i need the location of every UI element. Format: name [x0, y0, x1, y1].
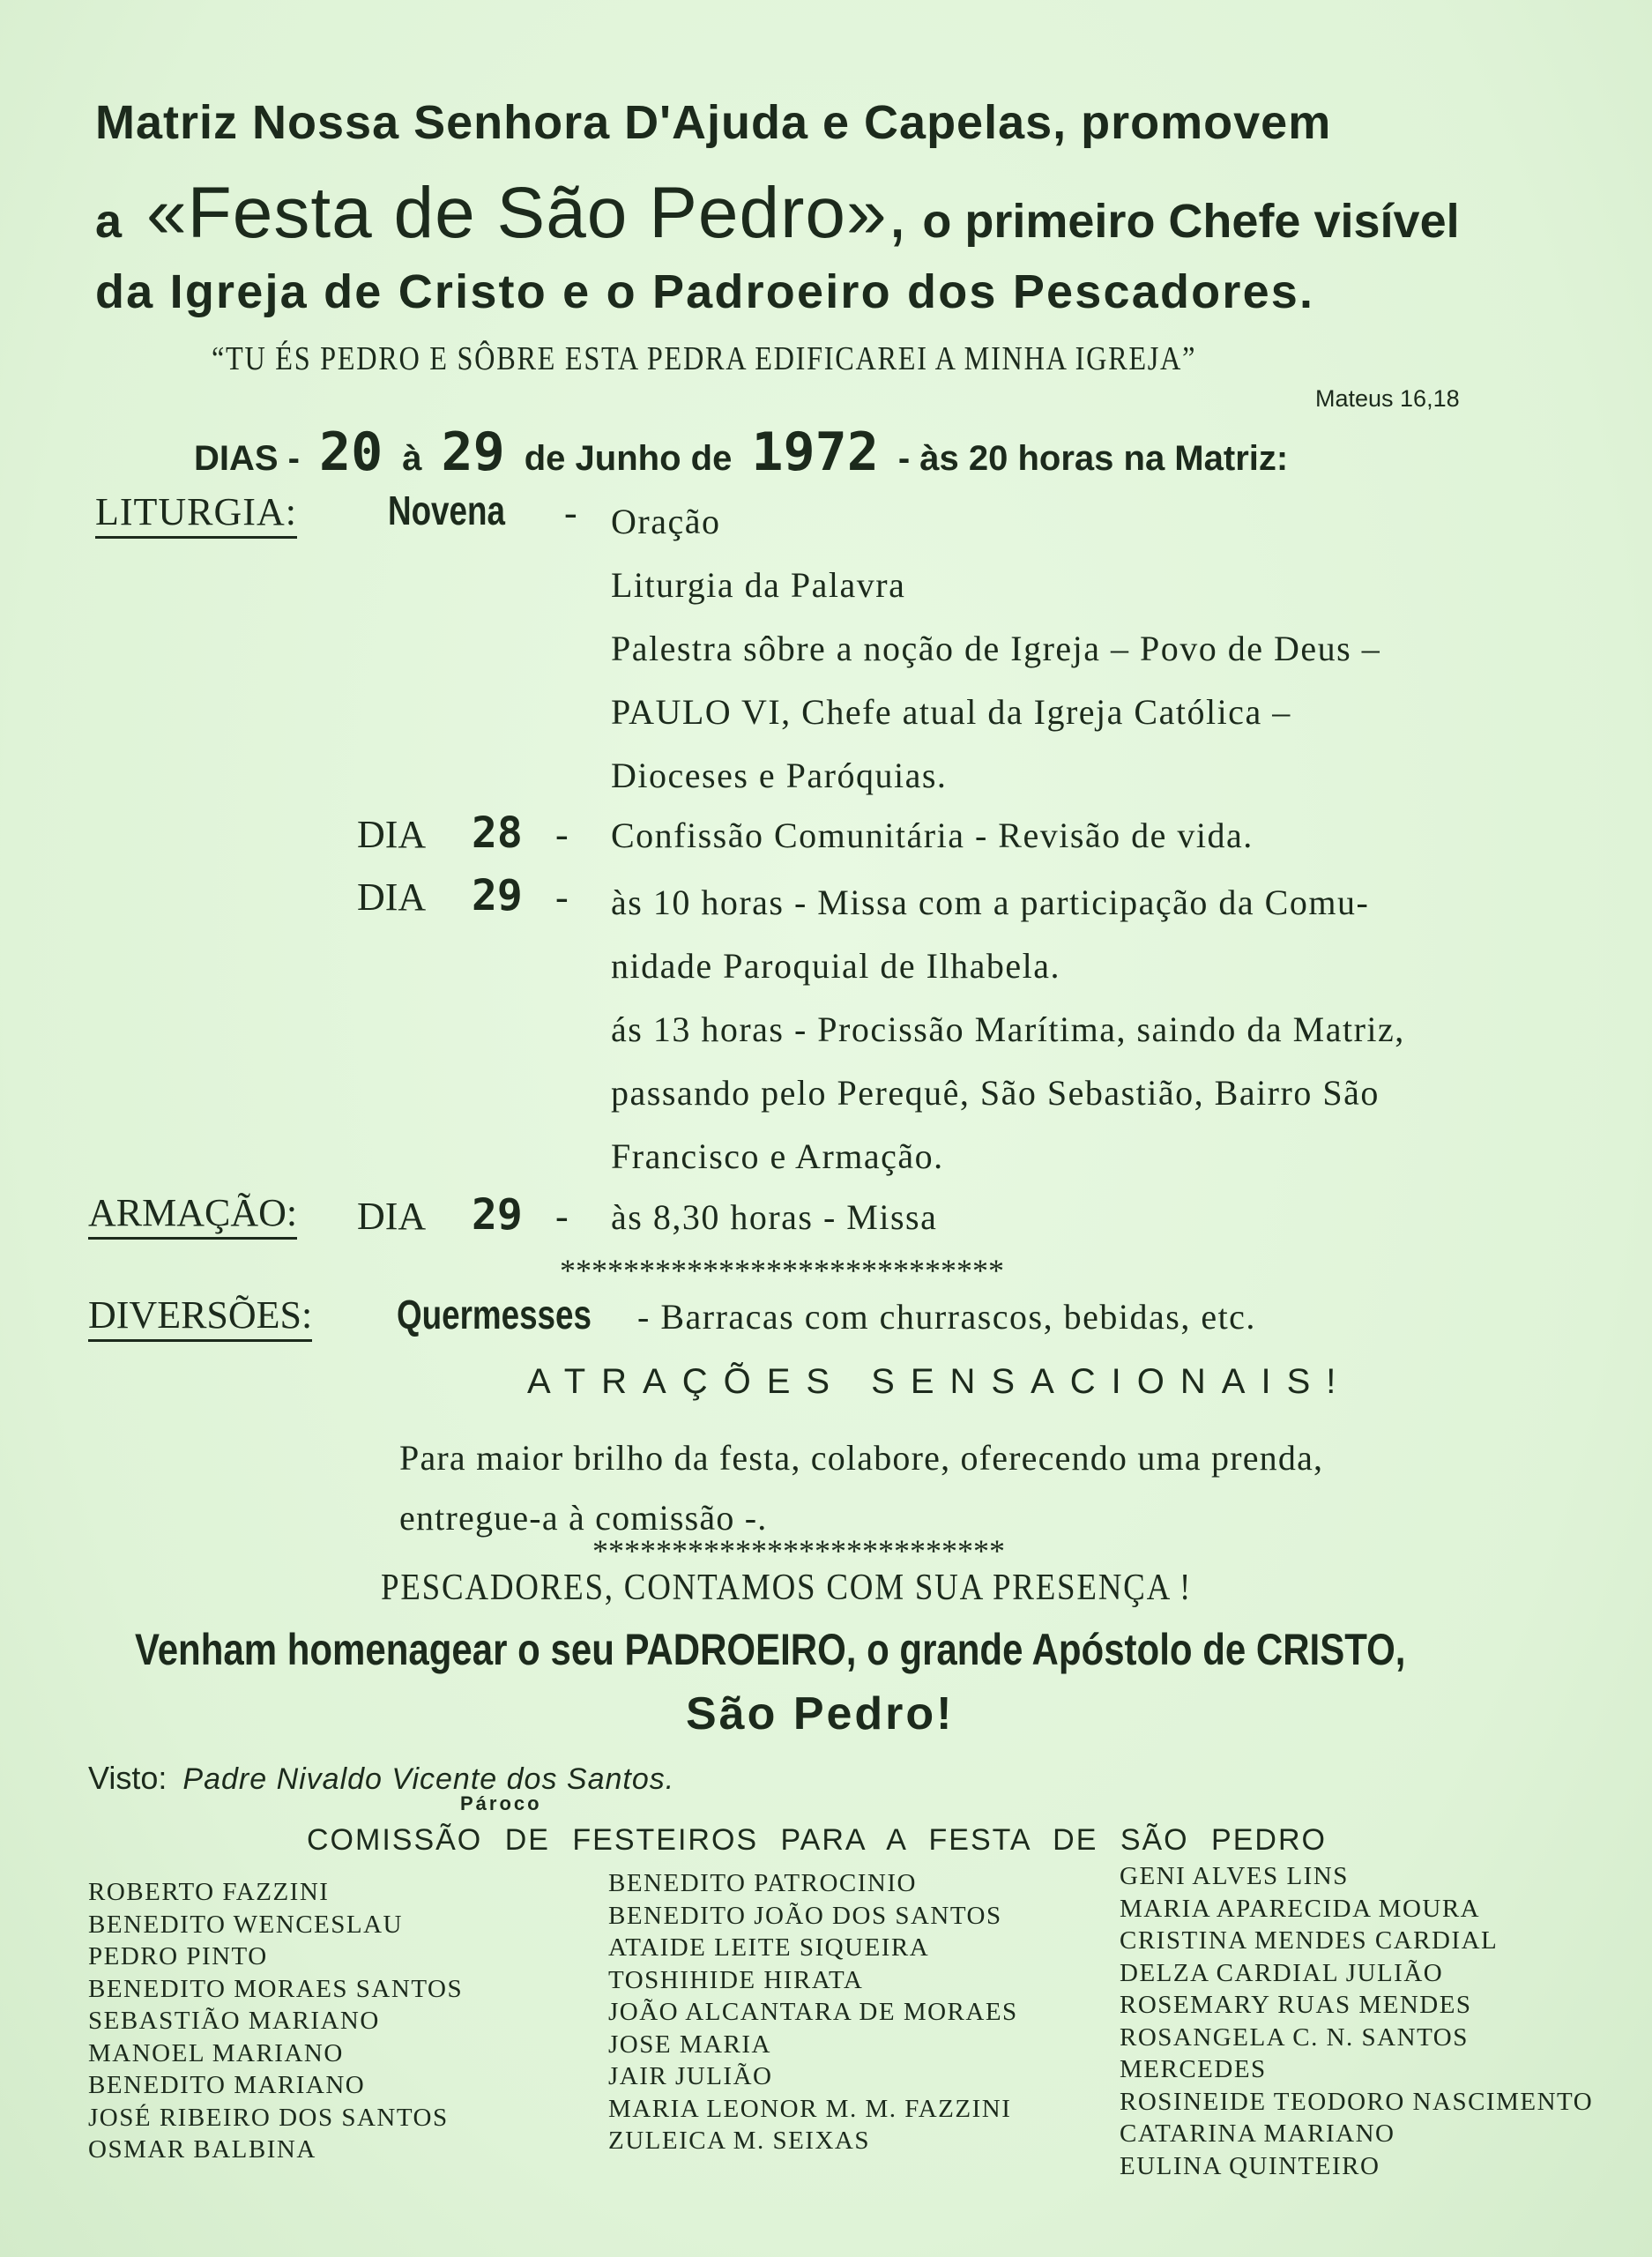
- bible-quote: “TU ÉS PEDRO E SÔBRE ESTA PEDRA EDIFICAREI A MINHA IGREJA”: [212, 340, 1197, 377]
- comissao-title: COMISSÃO DE FESTEIROS PARA A FESTA DE SÃO PEDRO: [307, 1823, 1327, 1857]
- comissao-column-3: [1120, 1860, 1593, 2182]
- novena-item: Liturgia da Palavra: [611, 565, 906, 605]
- armacao-label: ARMAÇÃO:: [88, 1190, 297, 1240]
- novena-dash: -: [564, 491, 577, 534]
- festeiro-name: SEBASTIÃO MARIANO: [88, 2007, 380, 2035]
- header-b: o primeiro Chefe visível: [922, 195, 1460, 248]
- festeiro-name: ZULEICA M. SEIXAS: [608, 2127, 870, 2155]
- festeiro-name: JAIR JULIÃO: [608, 2062, 773, 2090]
- festeiro-name: ROSANGELA C. N. SANTOS: [1120, 2022, 1469, 2052]
- festeiro-name: GENI ALVES LINS: [1120, 1862, 1349, 1890]
- festeiro-name: BENEDITO WENCESLAU: [88, 1910, 403, 1939]
- festeiro-name: JOSÉ RIBEIRO DOS SANTOS: [88, 2103, 449, 2132]
- festeiro-name: EULINA QUINTEIRO: [1120, 2151, 1380, 2180]
- stars-divider-1: ****************************: [560, 1253, 1004, 1288]
- visto-signature: Padre Nivaldo Vicente dos Santos.: [182, 1762, 675, 1796]
- novena-items: [611, 490, 1380, 808]
- festeiro-name: ROSINEIDE TEODORO NASCIMENTO: [1120, 2087, 1594, 2116]
- dia-28-row: DIA 28 - Confissão Comunitária - Revisão de vida.: [357, 808, 1254, 858]
- header-a: a: [95, 195, 123, 248]
- venham-line: Venham homenagear o seu PADROEIRO, o grande Apóstolo de CRISTO,: [135, 1625, 1406, 1674]
- festeiro-name: BENEDITO MORAES SANTOS: [88, 1974, 464, 2003]
- festeiro-name: JOÃO ALCANTARA DE MORAES: [608, 1998, 1018, 2026]
- dia-29-item: nidade Paroquial de Ilhabela.: [611, 946, 1060, 986]
- novena-label: Novena: [388, 488, 505, 533]
- paroco-label: Pároco: [460, 1792, 542, 1814]
- novena-item: PAULO VI, Chefe atual da Igreja Católica –: [611, 692, 1291, 732]
- comissao-column-1: [88, 1876, 463, 2166]
- festeiro-name: ROBERTO FAZZINI: [88, 1878, 330, 1906]
- liturgia-label: LITURGIA:: [95, 489, 297, 539]
- festeiro-name: MARIA LEONOR M. M. FAZZINI: [608, 2094, 1012, 2123]
- festeiro-name: OSMAR BALBINA: [88, 2135, 316, 2164]
- diversoes-text: - Barracas com churrascos, bebidas, etc.: [637, 1297, 1256, 1337]
- novena-item: Palestra sôbre a noção de Igreja – Povo de Deus –: [611, 629, 1381, 668]
- festeiro-name: CATARINA MARIANO: [1120, 2119, 1395, 2148]
- festeiro-name: MARIA APARECIDA MOURA: [1120, 1894, 1481, 1923]
- atracoes-heading: ATRAÇÕES SENSACIONAIS!: [527, 1362, 1352, 1401]
- dia-29-items: [611, 871, 1405, 1188]
- novena-item: Dioceses e Paróquias.: [611, 756, 948, 795]
- festeiro-name: BENEDITO PATROCINIO: [608, 1869, 917, 1897]
- novena-item: Oração: [611, 502, 721, 541]
- quote-reference: Mateus 16,18: [1315, 385, 1460, 412]
- prenda-text: Para maior brilho da festa, colabore, oferecendo uma prenda, entregue-a à comissão -.: [399, 1438, 1324, 1538]
- festa-title: «Festa de São Pedro»,: [146, 173, 909, 253]
- dia-29-row: DIA 29 -: [357, 871, 569, 920]
- festeiro-name: PEDRO PINTO: [88, 1942, 268, 1970]
- header-line-3: da Igreja de Cristo e o Padroeiro dos Pescadores.: [95, 265, 1315, 318]
- quermesses-label: Quermesses: [397, 1292, 592, 1337]
- festeiro-name: CRISTINA MENDES CARDIAL: [1120, 1926, 1499, 1955]
- festeiro-name: MERCEDES: [1120, 2055, 1267, 2083]
- dia-29-item: Francisco e Armação.: [611, 1136, 944, 1176]
- festeiro-name: BENEDITO MARIANO: [88, 2071, 366, 2099]
- dia-29-item: passando pelo Perequê, São Sebastião, Bairro São: [611, 1073, 1380, 1113]
- festeiro-name: ATAIDE LEITE SIQUEIRA: [608, 1933, 930, 1962]
- festeiro-name: TOSHIHIDE HIRATA: [608, 1965, 864, 1994]
- sao-pedro-line: São Pedro!: [686, 1688, 955, 1739]
- armacao-row: DIA 29 - às 8,30 horas - Missa: [357, 1190, 938, 1240]
- pescadores-line: PESCADORES, CONTAMOS COM SUA PRESENÇA !: [381, 1568, 1193, 1608]
- year: 1972: [751, 421, 879, 483]
- festeiro-name: BENEDITO JOÃO DOS SANTOS: [608, 1901, 1002, 1930]
- dia-29-item: às 10 horas - Missa com a participação da Comu-: [611, 883, 1370, 922]
- comissao-column-2: [608, 1867, 1018, 2157]
- diversoes-label: DIVERSÕES:: [88, 1292, 312, 1342]
- dia-29-item: ás 13 horas - Procissão Marítima, saindo da Matriz,: [611, 1009, 1405, 1049]
- festeiro-name: DELZA CARDIAL JULIÃO: [1120, 1958, 1444, 1987]
- visto-line: Visto: Padre Nivaldo Vicente dos Santos.: [88, 1760, 675, 1796]
- stars-divider-2: **************************: [592, 1533, 1005, 1568]
- day-from: 20: [319, 421, 383, 483]
- festeiro-name: MANOEL MARIANO: [88, 2038, 344, 2067]
- festeiro-name: JOSE MARIA: [608, 2030, 771, 2059]
- dates-line: DIAS - 20 à 29 de Junho de 1972 - às 20 horas na Matriz:: [194, 421, 1289, 483]
- header-line-1: Matriz Nossa Senhora D'Ajuda e Capelas, promovem: [95, 96, 1332, 149]
- day-to: 29: [441, 421, 505, 483]
- header-line-2: [95, 172, 1601, 255]
- festeiro-name: ROSEMARY RUAS MENDES: [1120, 1991, 1472, 2019]
